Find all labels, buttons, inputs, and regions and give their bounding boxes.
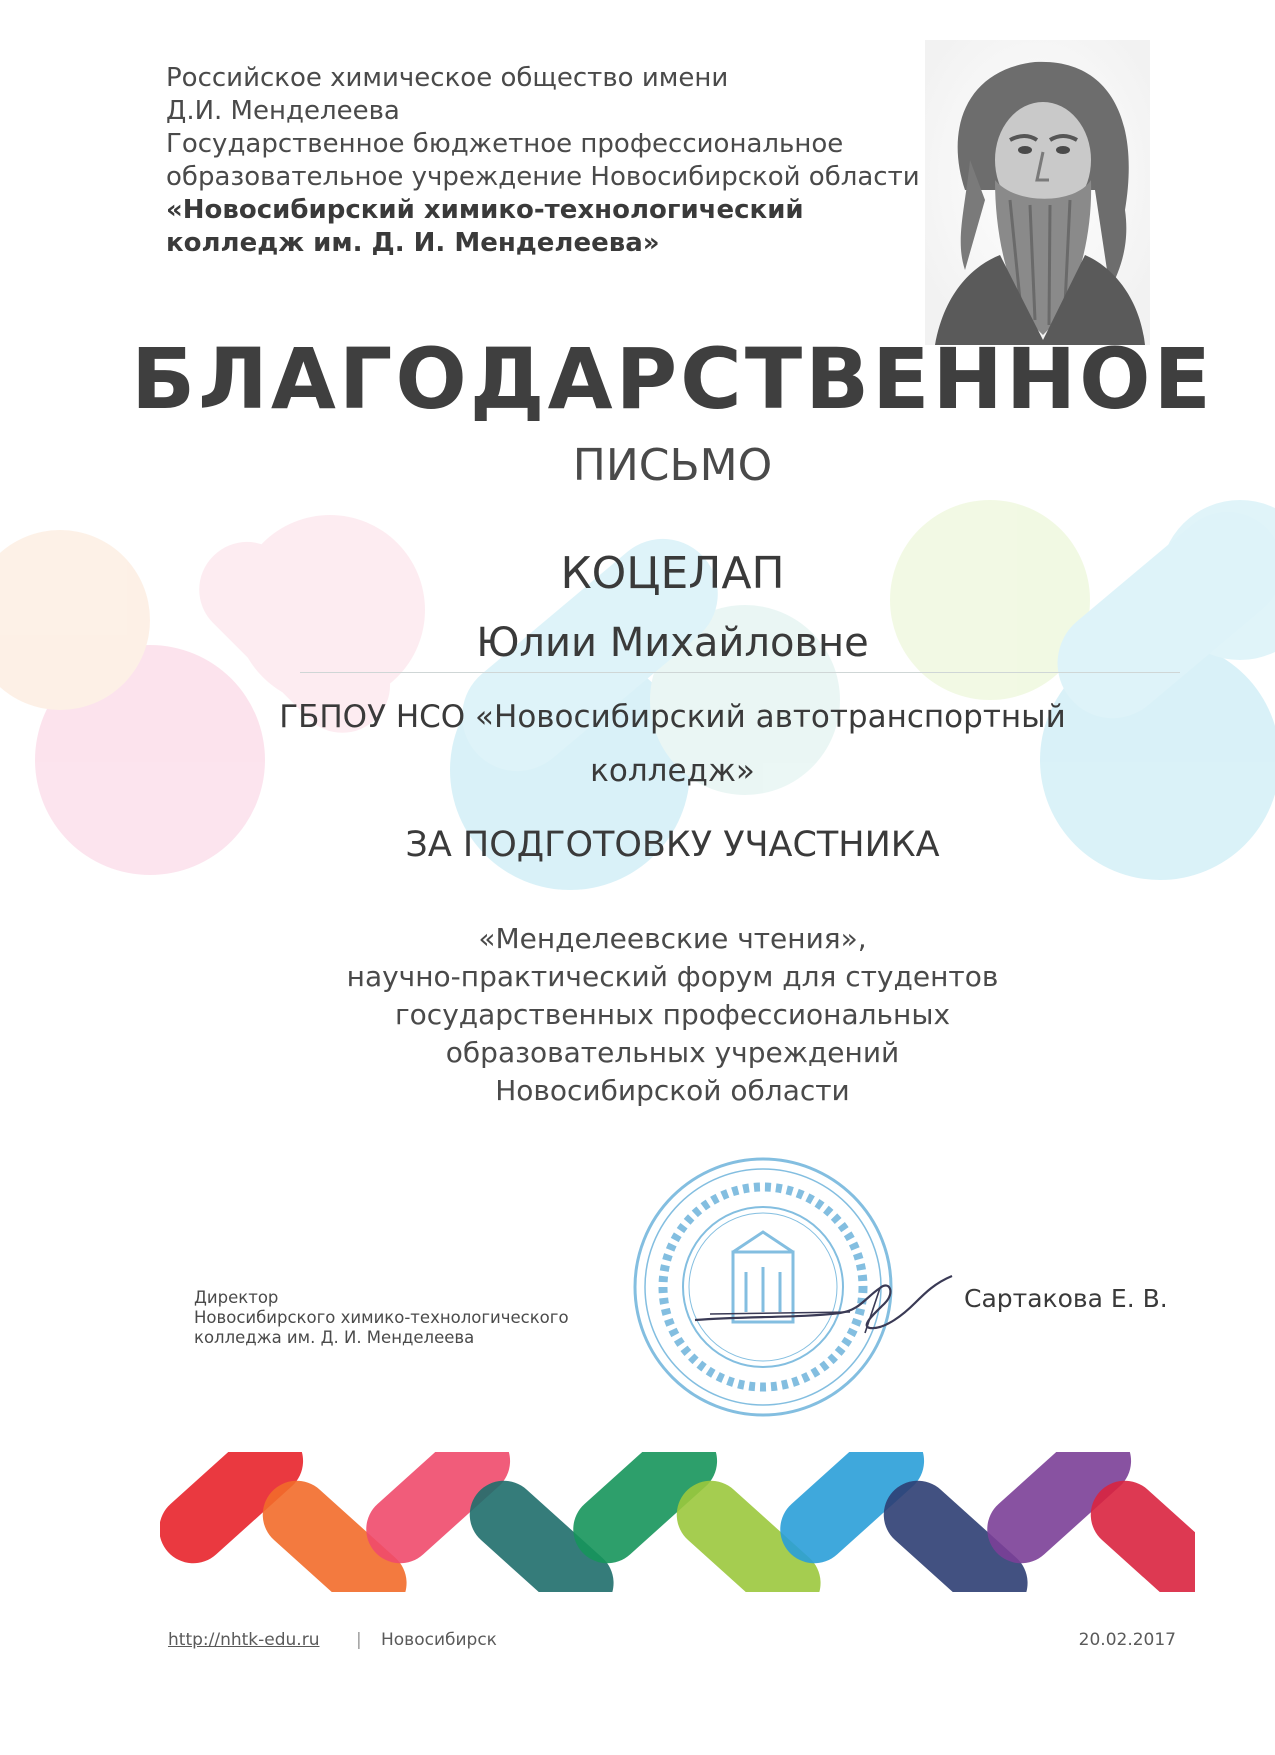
event-description [0,920,1275,1110]
recipient-surname: КОЦЕЛАП [560,548,785,599]
footer [168,1630,1188,1654]
signature-icon [690,1258,970,1338]
issuer-line-4: образовательное учреждение Новосибирской области [166,162,920,192]
organization-line-1: ГБПОУ НСО «Новосибирский автотранспортный [279,699,1066,735]
director-line-1: Директор [194,1288,279,1307]
recipient-organization [0,690,1275,798]
college-name-line-2: колледж им. Д. И. Менделеева» [166,228,660,258]
document-subtitle: ПИСЬМО [572,440,773,491]
director-name: Сартакова Е. В. [964,1284,1168,1313]
organization-line-2: колледж» [590,753,755,789]
issuer-header [166,62,926,260]
footer-separator: | [356,1630,362,1650]
award-reason: ЗА ПОДГОТОВКУ УЧАСТНИКА [405,825,940,865]
event-line-1: «Менделеевские чтения», [478,922,867,955]
issuer-line-1: Российское химическое общество имени [166,63,729,93]
director-title [194,1288,569,1348]
issue-date: 20.02.2017 [1078,1630,1176,1650]
director-line-3: колледжа им. Д. И. Менделеева [194,1328,475,1347]
decorative-ribbon [160,1452,1195,1592]
recipient-given-names: Юлии Михайловне [476,620,869,666]
portrait-icon [925,40,1150,345]
event-line-4: образовательных учреждений [445,1036,900,1069]
document-title: БЛАГОДАРСТВЕННОЕ [131,330,1214,428]
issuer-line-3: Государственное бюджетное профессиональное [166,129,844,159]
director-line-2: Новосибирского химико-технологического [194,1308,569,1327]
event-line-3: государственных профессиональных [394,998,951,1031]
college-name-line-1: «Новосибирский химико-технологический [166,195,804,225]
website-link[interactable]: http://nhtk-edu.ru [168,1630,320,1650]
name-divider [300,672,1180,673]
event-line-2: научно-практический форум для студентов [346,960,999,993]
issuer-line-2: Д.И. Менделеева [166,96,400,126]
event-line-5: Новосибирской области [495,1074,850,1107]
footer-city: Новосибирск [381,1630,497,1650]
